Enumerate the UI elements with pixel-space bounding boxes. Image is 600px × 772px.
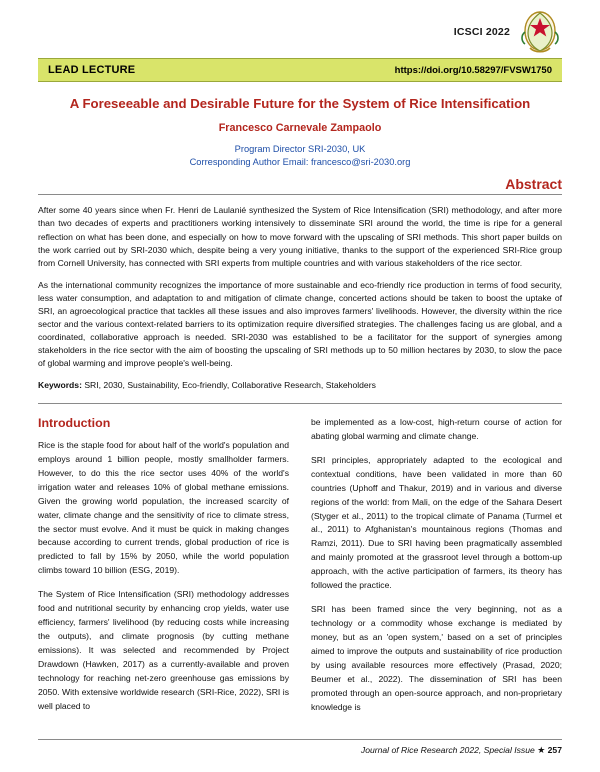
keywords-line [38,379,562,392]
body-columns [38,416,562,714]
page-number: 257 [547,745,562,755]
footer-journal-name: Journal of Rice Research 2022, Special Issue [360,745,535,755]
lead-lecture-label: LEAD LECTURE [48,64,136,76]
star-icon: ★ [537,745,546,755]
conference-label: ICSCI 2022 [453,26,510,38]
footer-divider [38,739,562,740]
page-footer [38,739,562,756]
keywords-label: Keywords: [38,380,82,391]
abstract-bottom-divider [38,403,562,404]
keywords-value: SRI, 2030, Sustainability, Eco-friendly, Collaborative Research, Stakeholders [84,380,376,391]
right-column [311,416,562,714]
body-paragraph: SRI principles, appropriately adapted to the ecological and contextual conditions, have been validated in more than 60 countries (Uphoff and Thakur, 2019) and in various and diverse regions of the world: from Mali, on the edge of the Sahara Desert (Styger et al., 2011) to the tropical climate of Panama (Turmel et al., 2011) to Afghanistan's mountainous regions (Thomas and Ramzi, 2011). Due to SRI having been pragmatically assembled and mainly promoted at the grassroot level through a bottom-up approach, with the active participation of farmers, its theory has followed the practice. [311,454,562,591]
doi-link[interactable]: https://doi.org/10.58297/FVSW1750 [394,64,552,76]
author-affiliation: Program Director SRI-2030, UK [234,143,366,154]
institution-crest-logo-icon [518,8,562,54]
abstract-paragraph: After some 40 years since when Fr. Henri de Laulanié synthesized the System of Rice Intensification (SRI) methodology, and after more than two decades of experts and practitioners working intensively to disseminate SRI around the world, the time is ripe for a general reflection on what has been done, and especially on how to move forward with the upscaling of SRI methods. This short paper builds on the work carried out by SRI-2030 which, despite being a very young initiative, thanks to the support of the experienced SRI-Rice group from Cornell University, has connected with SRI experts from multiple countries and with various stakeholders of the rice sector. [38,205,562,268]
author-name: Francesco Carnevale Zampaolo [218,121,382,134]
abstract-paragraph: As the international community recognizes the importance of more sustainable and eco-friendly rice production in terms of food security, less water consumption, and adaptation to and mitigation of climate change, concerted actions should be taken to boost the uptake of SRI, an agroecological practice that tackles all these issues and also improves farmers' livelihoods. However, the diversity within the rice sector and the various context-related barriers to its optimization require diversified strategies. The challenges facing us are global, and a coordinated, collaborative approach is needed. SRI-2030 was established to be a facilitator for the support of synergies among stakeholders in the rice sector with the aim of boosting the upscaling of SRI methods up to 50 million hectares by 2030, to slow the pace of global warming and improve people's well-being. [38,279,562,369]
body-paragraph: The System of Rice Intensification (SRI) methodology addresses food and nutritional security by enhancing crop yields, water use efficiency, farmers' livelihood (by reducing costs while increasing the outputs), and climate prognosis (by cutting methane emissions). It was selected and recommended by Project Drawdown (Hawken, 2017) as a currently-available and proven technology for reaching net-zero greenhouse gas emissions by 2050. With extensive worldwide research (SRI-Rice, 2022), SRI is well placed to [38,589,289,711]
abstract-body [38,204,562,370]
abstract-divider [38,194,562,195]
body-paragraph: SRI has been framed since the very beginning, not as a technology or a commodity whose exchange is mediated by money, but as an 'open system,' based on a set of principles aimed to improve the outputs and sustainability of rice production by using available resources more effectively (Prasad, 2020; Beumer et al., 2022). The dissemination of SRI has been promoted through an open-source approach, and non-proprietary knowledge is [311,604,562,712]
section-heading-introduction: Introduction [38,416,111,431]
body-paragraph: Rice is the staple food for about half of the world's population and employs around 1 billion people, mostly smallholder farmers. However, to do this the rice sector uses 40% of the world's irrigation water and releases 10% of global methane emissions. Given the growing world population, the increased scarcity of water, climate change and the sensitivity of rice to climate stress, the sector must evolve. And it must be quick in making changes because according to current trends, global production of rice is predicted to fall by 15% by 2050, while the world population climbs toward 10 billion (ESG, 2019). [38,440,289,576]
abstract-heading: Abstract [505,176,562,193]
lead-lecture-bar [38,58,562,82]
left-column [38,416,289,714]
page-header [38,0,562,58]
page-title: A Foreseeable and Desirable Future for the System of Rice Intensification [69,96,531,111]
body-paragraph: be implemented as a low-cost, high-return course of action for abating global warming and climate change. [311,417,562,441]
corresponding-author-email[interactable]: Corresponding Author Email: francesco@sri-2030.org [189,157,411,168]
